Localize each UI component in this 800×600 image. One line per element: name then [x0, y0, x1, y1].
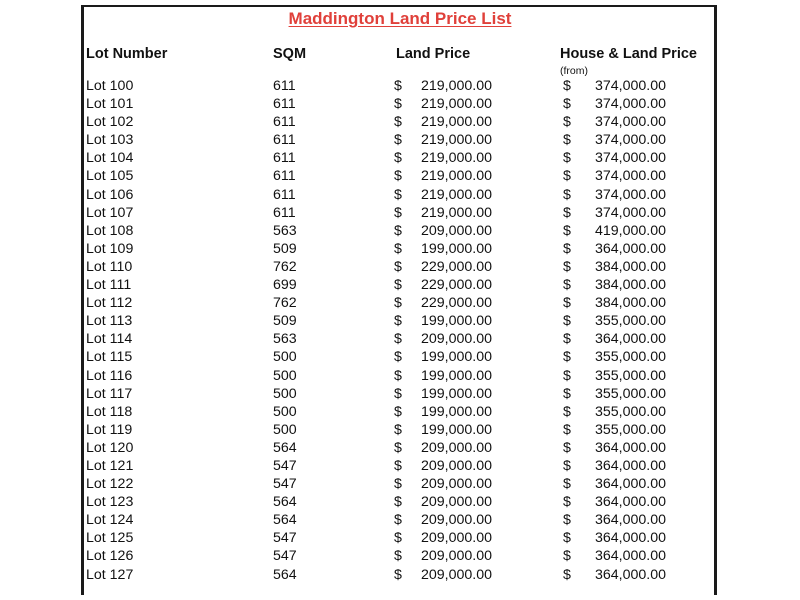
house-land-price-cell: 364,000.00 — [594, 566, 666, 583]
table-row — [0, 95, 800, 113]
land-price-cell: 219,000.00 — [420, 78, 492, 94]
sqm-cell: 500 — [273, 349, 297, 366]
land-price-cell: 209,000.00 — [420, 494, 492, 511]
house-land-price-cell: 374,000.00 — [594, 114, 666, 131]
sqm-cell: 762 — [273, 295, 297, 312]
lot-number-cell: Lot 110 — [86, 258, 133, 275]
land-price-cell: 209,000.00 — [420, 512, 492, 529]
house-price-currency: $ — [563, 186, 571, 203]
table-row — [0, 113, 800, 131]
land-price-currency: $ — [394, 421, 402, 438]
sqm-cell: 500 — [273, 421, 297, 438]
land-price-currency: $ — [394, 385, 402, 402]
house-price-currency: $ — [563, 530, 571, 547]
sqm-cell: 611 — [273, 78, 296, 94]
land-price-currency: $ — [394, 512, 402, 529]
lot-number-cell: Lot 104 — [86, 150, 134, 167]
sqm-cell: 611 — [273, 168, 296, 185]
land-price-cell: 219,000.00 — [420, 114, 492, 131]
house-price-currency: $ — [563, 204, 571, 221]
house-price-currency: $ — [563, 385, 571, 402]
land-price-cell: 219,000.00 — [420, 204, 492, 221]
house-price-currency: $ — [563, 494, 571, 511]
lot-number-cell: Lot 123 — [86, 494, 134, 511]
house-price-currency: $ — [563, 258, 571, 275]
house-land-price-cell: 374,000.00 — [594, 78, 666, 94]
table-row — [0, 204, 800, 222]
house-price-currency: $ — [563, 150, 571, 167]
lot-number-cell: Lot 112 — [86, 295, 133, 312]
land-price-cell: 219,000.00 — [420, 186, 492, 203]
house-price-currency: $ — [563, 132, 571, 149]
sqm-cell: 564 — [273, 566, 297, 583]
house-land-price-cell: 355,000.00 — [594, 313, 666, 330]
house-price-currency: $ — [563, 439, 571, 456]
house-price-currency: $ — [563, 78, 571, 94]
table-row — [0, 439, 800, 457]
house-price-currency: $ — [563, 222, 571, 239]
land-price-currency: $ — [394, 566, 402, 583]
table-row — [0, 240, 800, 258]
lot-number-cell: Lot 120 — [86, 439, 134, 456]
land-price-currency: $ — [394, 331, 402, 348]
land-price-currency: $ — [394, 114, 402, 131]
table-row — [0, 149, 800, 167]
land-price-cell: 229,000.00 — [420, 258, 492, 275]
lot-number-cell: Lot 119 — [86, 421, 133, 438]
land-price-cell: 209,000.00 — [420, 457, 492, 474]
house-price-currency: $ — [563, 114, 571, 131]
land-price-currency: $ — [394, 186, 402, 203]
table-row — [0, 186, 800, 204]
land-price-cell: 199,000.00 — [420, 313, 492, 330]
land-price-currency: $ — [394, 96, 402, 113]
sqm-cell: 547 — [273, 476, 297, 493]
table-row — [0, 566, 800, 584]
land-price-currency: $ — [394, 78, 402, 94]
land-price-currency: $ — [394, 222, 402, 239]
house-price-currency: $ — [563, 240, 571, 257]
sqm-cell: 611 — [273, 96, 296, 113]
land-price-currency: $ — [394, 457, 402, 474]
house-land-price-cell: 364,000.00 — [594, 512, 666, 529]
lot-number-cell: Lot 117 — [86, 385, 133, 402]
house-price-currency: $ — [563, 367, 571, 384]
lot-number-cell: Lot 125 — [86, 530, 134, 547]
land-price-cell: 199,000.00 — [420, 349, 492, 366]
house-land-price-cell: 355,000.00 — [594, 385, 666, 402]
document-title: Maddington Land Price List — [288, 9, 512, 28]
lot-number-cell: Lot 122 — [86, 476, 134, 493]
lot-number-cell: Lot 118 — [86, 403, 133, 420]
land-price-cell: 199,000.00 — [420, 403, 492, 420]
lot-number-cell: Lot 124 — [86, 512, 134, 529]
price-table-body — [0, 77, 800, 584]
land-price-cell: 209,000.00 — [420, 476, 492, 493]
land-price-currency: $ — [394, 204, 402, 221]
table-row — [0, 403, 800, 421]
house-land-price-cell: 364,000.00 — [594, 439, 666, 456]
land-price-cell: 209,000.00 — [420, 222, 492, 239]
land-price-cell: 219,000.00 — [420, 168, 492, 185]
table-row — [0, 77, 800, 95]
land-price-currency: $ — [394, 530, 402, 547]
sqm-cell: 611 — [273, 204, 296, 221]
table-row — [0, 348, 800, 366]
sqm-cell: 611 — [273, 150, 296, 167]
land-price-currency: $ — [394, 258, 402, 275]
land-price-cell: 199,000.00 — [420, 240, 492, 257]
house-land-price-cell: 384,000.00 — [594, 277, 666, 294]
house-land-price-cell: 364,000.00 — [594, 331, 666, 348]
house-land-price-cell: 364,000.00 — [594, 457, 666, 474]
house-price-currency: $ — [563, 313, 571, 330]
house-land-price-cell: 374,000.00 — [594, 132, 666, 149]
table-row — [0, 493, 800, 511]
lot-number-cell: Lot 127 — [86, 566, 134, 583]
land-price-cell: 209,000.00 — [420, 566, 492, 583]
column-header-lot-number: Lot Number — [86, 46, 168, 62]
table-row — [0, 421, 800, 439]
house-price-currency: $ — [563, 403, 571, 420]
land-price-cell: 209,000.00 — [420, 331, 492, 348]
land-price-currency: $ — [394, 439, 402, 456]
house-land-price-cell: 419,000.00 — [594, 222, 666, 239]
lot-number-cell: Lot 111 — [86, 277, 132, 294]
land-price-cell: 229,000.00 — [420, 277, 492, 294]
land-price-currency: $ — [394, 349, 402, 366]
sqm-cell: 547 — [273, 457, 297, 474]
house-land-price-cell: 374,000.00 — [594, 186, 666, 203]
sqm-cell: 611 — [273, 132, 296, 149]
sqm-cell: 699 — [273, 277, 297, 294]
column-subheader-from: (from) — [560, 65, 588, 77]
house-price-currency: $ — [563, 548, 571, 565]
house-price-currency: $ — [563, 512, 571, 529]
table-row — [0, 222, 800, 240]
table-row — [0, 276, 800, 294]
lot-number-cell: Lot 102 — [86, 114, 134, 131]
house-land-price-cell: 364,000.00 — [594, 240, 666, 257]
lot-number-cell: Lot 106 — [86, 186, 134, 203]
land-price-cell: 199,000.00 — [420, 367, 492, 384]
land-price-currency: $ — [394, 168, 402, 185]
lot-number-cell: Lot 116 — [86, 367, 133, 384]
house-land-price-cell: 355,000.00 — [594, 367, 666, 384]
sqm-cell: 547 — [273, 548, 297, 565]
table-row — [0, 457, 800, 475]
house-price-currency: $ — [563, 168, 571, 185]
sqm-cell: 547 — [273, 530, 297, 547]
sqm-cell: 509 — [273, 313, 297, 330]
land-price-currency: $ — [394, 150, 402, 167]
table-row — [0, 547, 800, 565]
house-price-currency: $ — [563, 96, 571, 113]
sqm-cell: 564 — [273, 439, 297, 456]
table-row — [0, 511, 800, 529]
land-price-cell: 219,000.00 — [420, 96, 492, 113]
house-price-currency: $ — [563, 476, 571, 493]
land-price-cell: 209,000.00 — [420, 548, 492, 565]
house-land-price-cell: 355,000.00 — [594, 421, 666, 438]
land-price-currency: $ — [394, 313, 402, 330]
house-land-price-cell: 374,000.00 — [594, 204, 666, 221]
sqm-cell: 563 — [273, 222, 297, 239]
house-price-currency: $ — [563, 295, 571, 312]
lot-number-cell: Lot 109 — [86, 240, 134, 257]
table-row — [0, 131, 800, 149]
house-land-price-cell: 374,000.00 — [594, 168, 666, 185]
column-header-land-price: Land Price — [396, 46, 471, 62]
lot-number-cell: Lot 100 — [86, 78, 134, 94]
house-land-price-cell: 364,000.00 — [594, 530, 666, 547]
house-land-price-cell: 384,000.00 — [594, 258, 666, 275]
land-price-currency: $ — [394, 240, 402, 257]
sqm-cell: 563 — [273, 331, 297, 348]
sqm-cell: 611 — [273, 186, 296, 203]
land-price-currency: $ — [394, 494, 402, 511]
column-header-sqm: SQM — [273, 46, 307, 62]
sqm-cell: 762 — [273, 258, 297, 275]
lot-number-cell: Lot 105 — [86, 168, 134, 185]
house-land-price-cell: 384,000.00 — [594, 295, 666, 312]
table-row — [0, 258, 800, 276]
table-row — [0, 167, 800, 185]
land-price-currency: $ — [394, 548, 402, 565]
land-price-currency: $ — [394, 132, 402, 149]
sqm-cell: 500 — [273, 367, 297, 384]
lot-number-cell: Lot 121 — [86, 457, 134, 474]
lot-number-cell: Lot 114 — [86, 331, 133, 348]
house-price-currency: $ — [563, 277, 571, 294]
house-land-price-cell: 355,000.00 — [594, 349, 666, 366]
land-price-cell: 209,000.00 — [420, 439, 492, 456]
sqm-cell: 611 — [273, 114, 296, 131]
table-row — [0, 294, 800, 312]
column-header-house-land-price: House & Land Price — [560, 46, 697, 62]
house-price-currency: $ — [563, 331, 571, 348]
house-land-price-cell: 355,000.00 — [594, 403, 666, 420]
table-row — [0, 367, 800, 385]
land-price-currency: $ — [394, 403, 402, 420]
house-price-currency: $ — [563, 349, 571, 366]
lot-number-cell: Lot 113 — [86, 313, 133, 330]
land-price-cell: 199,000.00 — [420, 421, 492, 438]
lot-number-cell: Lot 115 — [86, 349, 133, 366]
land-price-cell: 219,000.00 — [420, 150, 492, 167]
land-price-cell: 209,000.00 — [420, 530, 492, 547]
sqm-cell: 500 — [273, 385, 297, 402]
sqm-cell: 564 — [273, 494, 297, 511]
table-row — [0, 385, 800, 403]
lot-number-cell: Lot 107 — [86, 204, 134, 221]
table-row — [0, 475, 800, 493]
land-price-cell: 199,000.00 — [420, 385, 492, 402]
house-price-currency: $ — [563, 566, 571, 583]
lot-number-cell: Lot 126 — [86, 548, 134, 565]
land-price-currency: $ — [394, 295, 402, 312]
house-land-price-cell: 374,000.00 — [594, 96, 666, 113]
land-price-cell: 219,000.00 — [420, 132, 492, 149]
table-row — [0, 330, 800, 348]
land-price-currency: $ — [394, 277, 402, 294]
sqm-cell: 509 — [273, 240, 297, 257]
sqm-cell: 500 — [273, 403, 297, 420]
house-price-currency: $ — [563, 457, 571, 474]
land-price-currency: $ — [394, 367, 402, 384]
house-land-price-cell: 364,000.00 — [594, 548, 666, 565]
sqm-cell: 564 — [273, 512, 297, 529]
lot-number-cell: Lot 108 — [86, 222, 134, 239]
lot-number-cell: Lot 101 — [86, 96, 134, 113]
house-land-price-cell: 374,000.00 — [594, 150, 666, 167]
house-land-price-cell: 364,000.00 — [594, 494, 666, 511]
table-row — [0, 312, 800, 330]
house-price-currency: $ — [563, 421, 571, 438]
table-row — [0, 529, 800, 547]
house-land-price-cell: 364,000.00 — [594, 476, 666, 493]
land-price-cell: 229,000.00 — [420, 295, 492, 312]
lot-number-cell: Lot 103 — [86, 132, 134, 149]
land-price-currency: $ — [394, 476, 402, 493]
